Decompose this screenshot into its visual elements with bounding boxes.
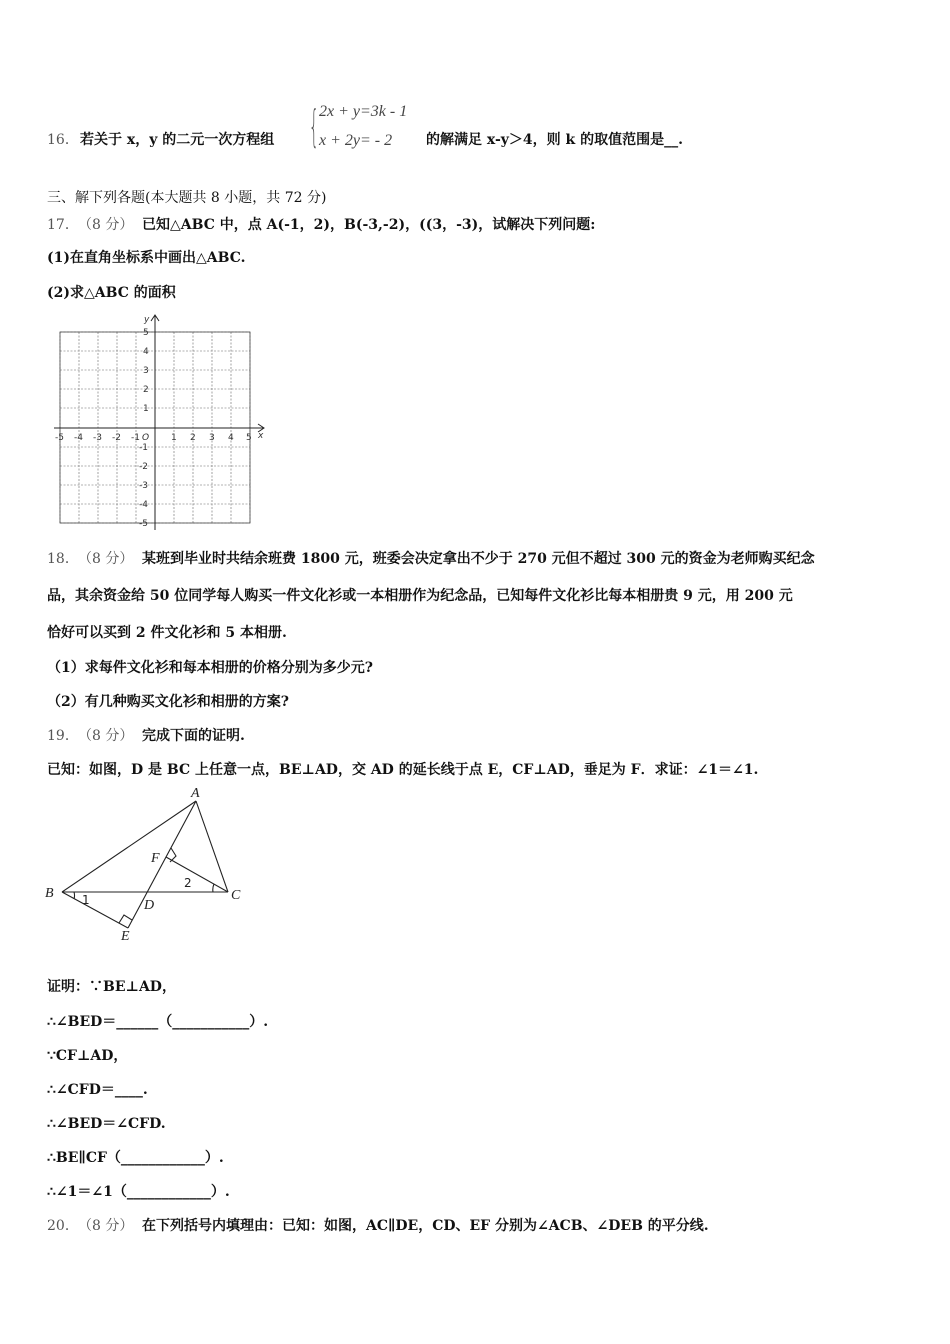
label-E: E [121, 929, 130, 944]
right-angle-E [119, 915, 132, 923]
segment-BA [62, 801, 196, 892]
q18-part-1: （1）求每件文化衫和每本相册的价格分别为多少元? [47, 660, 373, 676]
x-tick: 4 [228, 433, 234, 443]
figure-labels [45, 786, 241, 944]
x-tick: 5 [246, 433, 252, 443]
q18-part-2: （2）有几种购买文化衫和相册的方案? [47, 694, 289, 710]
q17-coordinate-grid [50, 310, 275, 535]
q19-number: 19． [47, 728, 79, 744]
x-tick: -4 [74, 433, 83, 443]
y-tick: 3 [143, 366, 149, 376]
q17-number: 17． [47, 217, 79, 233]
q19-given: 已知：如图，D 是 BC 上任意一点，BE⊥AD，交 AD 的延长线于点 E，CF⊥AD，垂足为 F．求证：∠1＝∠1. [47, 762, 759, 778]
q16-left-brace: { [309, 101, 319, 152]
x-tick: 2 [190, 433, 196, 443]
proof-line-2: ∴∠BED＝______（___________）. [47, 1014, 269, 1030]
y-tick: -2 [139, 462, 148, 472]
q20-number: 20． [47, 1218, 79, 1234]
x-tick: -2 [112, 433, 121, 443]
q17-stem: 已知△ABC 中，点 A(-1，2)，B(-3,-2)，((3，-3)，试解决下列问题: [142, 217, 596, 233]
q20-score: （8 分） [78, 1218, 134, 1234]
proof-line-4: ∴∠CFD＝____. [47, 1082, 148, 1098]
q16-stem: 若关于 x，y 的二元一次方程组 [80, 132, 275, 148]
q19-stem: 完成下面的证明. [142, 728, 245, 744]
q17-part-2: (2)求△ABC 的面积 [47, 285, 176, 301]
q17-part-1: (1)在直角坐标系中画出△ABC. [47, 250, 246, 266]
x-tick: -3 [93, 433, 102, 443]
y-tick: -3 [139, 481, 148, 491]
section-3-title: 三、解下列各题(本大题共 8 小题，共 72 分) [47, 190, 327, 206]
y-tick: -4 [139, 500, 148, 510]
label-A: A [191, 786, 200, 801]
proof-line-1: 证明：∵BE⊥AD， [47, 979, 176, 995]
q16-equation-2: x + 2y= - 2 [319, 132, 393, 149]
x-tick: 1 [171, 433, 177, 443]
segment-BE [62, 892, 128, 928]
proof-line-5: ∴∠BED＝∠CFD. [47, 1116, 166, 1132]
label-angle-2: 2 [184, 876, 192, 890]
q16-tail: 的解满足 x-y＞4，则 k 的取值范围是__. [426, 132, 683, 148]
segment-CF [166, 857, 228, 892]
x-tick: -1 [131, 433, 140, 443]
proof-line-7: ∴∠1＝∠1（____________）. [47, 1184, 230, 1200]
q18-score: （8 分） [78, 551, 134, 567]
y-tick: -1 [139, 443, 148, 453]
tick-labels [55, 315, 264, 529]
q18-line-2: 品，其余资金给 50 位同学每人购买一件文化衫或一本相册作为纪念品，已知每件文化衫比每本相册贵 9 元，用 200 元 [47, 588, 793, 604]
y-tick: -5 [139, 519, 148, 529]
q20-stem: 在下列括号内填理由：已知：如图，AC∥DE，CD、EF 分别为∠ACB、∠DEB 的平分线. [142, 1218, 709, 1234]
axes [54, 315, 264, 530]
segment-AE [128, 801, 196, 928]
y-tick: 4 [143, 347, 149, 357]
q18-line-1: 某班到毕业时共结余班费 1800 元，班委会决定拿出不少于 270 元但不超过 300 元的资金为老师购买纪念 [142, 551, 815, 567]
q18-line-3: 恰好可以买到 2 件文化衫和 5 本相册. [47, 625, 287, 641]
x-tick: 3 [209, 433, 215, 443]
q19-score: （8 分） [78, 728, 134, 744]
q17-score: （8 分） [78, 217, 134, 233]
q16-number: 16． [47, 132, 79, 148]
label-B: B [45, 886, 54, 901]
q16-equation-1: 2x + y=3k - 1 [319, 103, 408, 120]
proof-line-3: ∵CF⊥AD， [47, 1048, 128, 1064]
q19-geometry-figure [40, 785, 250, 945]
label-F: F [151, 851, 160, 866]
x-axis-label: x [258, 431, 264, 441]
origin-label: O [142, 433, 150, 443]
y-axis-label: y [144, 315, 150, 325]
y-tick: 2 [143, 385, 149, 395]
proof-line-6: ∴BE∥CF（____________）. [47, 1150, 224, 1166]
angle-arc-2 [213, 884, 214, 892]
label-angle-1: 1 [82, 893, 90, 907]
y-tick: 1 [143, 404, 149, 414]
x-tick: -5 [55, 433, 64, 443]
segment-AC [196, 801, 228, 892]
label-C: C [231, 888, 241, 903]
angle-arc-1 [74, 892, 75, 899]
y-tick: 5 [143, 328, 149, 338]
q18-number: 18． [47, 551, 79, 567]
label-D: D [144, 898, 155, 913]
